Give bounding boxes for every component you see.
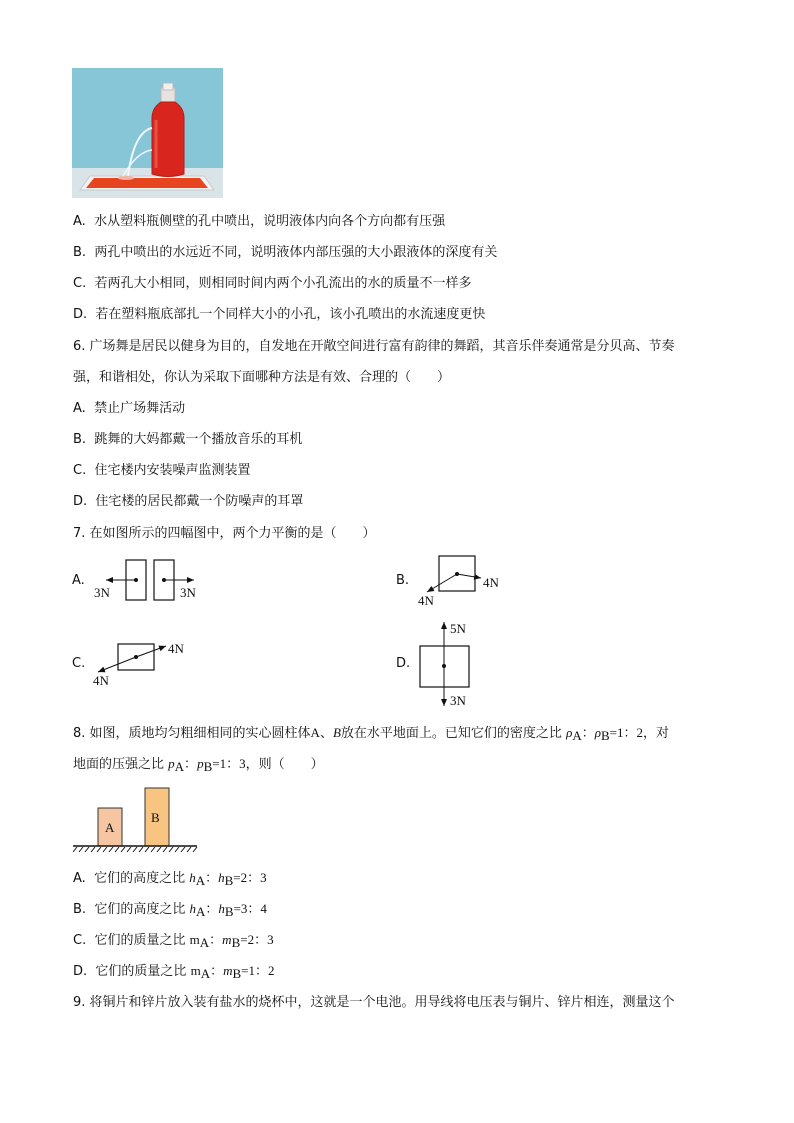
q9-stem: 9. 将铜片和锌片放入装有盐水的烧杯中，这就是一个电池。用导线将电压表与铜片、锌片相连，测量这个 [73, 995, 675, 1010]
q5-option-c[interactable]: C. 若两孔大小相同，则相同时间内两个小孔流出的水的质量不一样多 [73, 276, 472, 291]
q8-option-d[interactable]: D. 它们的质量之比 $m_A$：$m_B=1$：2 [73, 963, 275, 981]
q8-option-a[interactable]: A. 它们的高度之比 $h_A$：$h_B=2$：3 [73, 870, 267, 888]
q6-stem-line2: 强，和谐相处，你认为采取下面哪种方法是有效、合理的（ ） [73, 370, 451, 385]
q8-cylinders-figure [73, 785, 201, 855]
q7-option-d-label[interactable]: D. [396, 656, 411, 671]
q7-option-c-label[interactable]: C. [72, 656, 86, 671]
q5-option-d[interactable]: D. 若在塑料瓶底部扎一个同样大小的小孔，该小孔喷出的水流速度更快 [73, 307, 486, 322]
q6-option-a[interactable]: A. 禁止广场舞活动 [73, 401, 186, 416]
q7-c-left-force: 4N [93, 673, 109, 688]
q7-b-left-force: 4N [418, 593, 434, 608]
q7-option-b-label[interactable]: B. [396, 573, 410, 588]
q5-option-b[interactable]: B. 两孔中喷出的水远近不同，说明液体内部压强的大小跟液体的深度有关 [73, 245, 498, 260]
q8-stem-line2: 地面的压强之比 $p_A$：$p_B=1$：3，则（ ） [73, 756, 324, 774]
q8-figure-label-a: A [105, 820, 115, 835]
q7-d-up-force: 5N [450, 621, 466, 636]
q7-diagram-d [412, 618, 478, 710]
q7-stem: 7. 在如图所示的四幅图中，两个力平衡的是（ ） [73, 526, 376, 541]
q8-figure-label-b: B [151, 810, 160, 825]
q6-option-c[interactable]: C. 住宅楼内安装噪声监测装置 [73, 463, 251, 478]
q7-c-right-force: 4N [168, 641, 184, 656]
q6-option-b[interactable]: B. 跳舞的大妈都戴一个播放音乐的耳机 [73, 432, 303, 447]
q6-option-d[interactable]: D. 住宅楼的居民都戴一个防噪声的耳罩 [73, 494, 304, 509]
q7-d-down-force: 3N [450, 693, 466, 708]
q7-a-right-force: 3N [180, 585, 196, 600]
q5-option-a[interactable]: A. 水从塑料瓶侧壁的孔中喷出，说明液体内向各个方向都有压强 [73, 214, 446, 229]
q8-option-c[interactable]: C. 它们的质量之比 $m_A$：$m_B=2$：3 [73, 932, 274, 950]
q6-stem-line1: 6. 广场舞是居民以健身为目的，自发地在开敞空间进行富有韵律的舞蹈，其音乐伴奏通常是分贝高、节奏 [73, 339, 675, 354]
q7-a-left-force: 3N [94, 585, 110, 600]
q7-b-right-force: 4N [483, 575, 499, 590]
bottle-experiment-photo [72, 68, 223, 198]
q8-option-b[interactable]: B. 它们的高度之比 $h_A$：$h_B=3$：4 [73, 901, 267, 919]
q8-stem-line1: 8. 如图，质地均匀粗细相同的实心圆柱体A、B放在水平地面上。已知它们的密度之比 $\rho_A$：$\rho_B=1$：2，对 [73, 725, 669, 743]
q7-option-a-label[interactable]: A. [72, 573, 85, 588]
